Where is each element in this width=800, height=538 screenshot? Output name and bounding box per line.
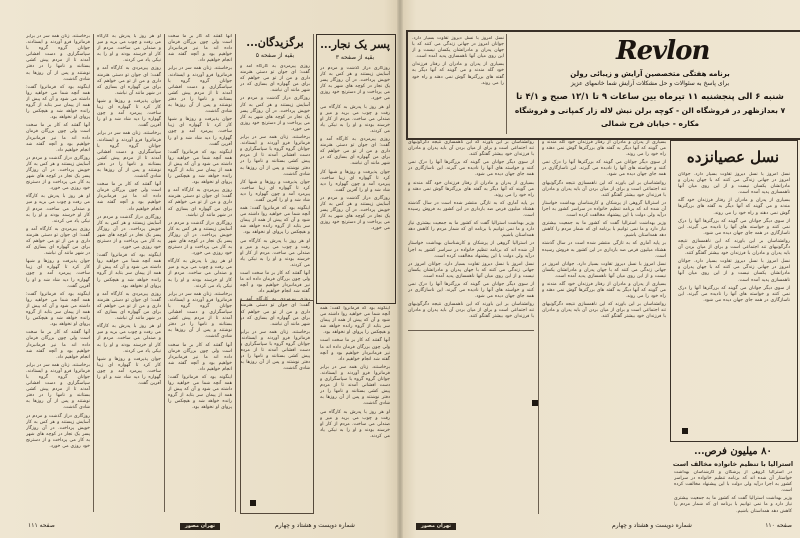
left-column-1 [26,34,90,512]
right-page [402,0,800,538]
paragraph: روزی پیرمردی به کارگاه آمد و گفت: ای جوان تو دستی هنرمند داری و من از تو می خواهم که برای من گهواره ای بسازی که در شهر مانند آن نباشد. [240,64,310,94]
paragraph: بر پایه آماری که به تازگی منتشر شده است در سال گذشته هشتاد میلیون قرص ضد بارداری در این کشور به فروش رسیده است. [408,200,534,219]
right-column-middle [542,140,666,514]
paragraph: از سوی دیگر جوانان می گویند که بزرگترها آنها را درک نمی کنند و خواسته های آنها را نادیده می گیرند. این ناسازگاری در همه جای جهان دیده می شود. [408,281,534,300]
paragraph: آنها گفتند که کار بر ما سخت است ولی چون بزرگان فرمان داده اند ما نیز فرمانبردار خواهیم بود و آنچه گفته شد انجام خواهیم داد. [168,342,232,372]
paragraph: اینگونه بود که فرمانروا گفت: همه آنچه شما می خواهید روا داشته می شود و آن که پیش از همه از پیمان سر بتابد از گروه رانده خواهد شد و هیچکس را پروای او نخواهد بود. [320,306,390,336]
paragraph: برخاستند. زنان همه سر در برابر فرمانروا فرو آوردند و ایستادند. جوانان گروه گروه با سپاسگزاری و دست افشانی آمدند تا از مردم پیش کشی بستانند و نامها را در دفتر نوشتند و پس از آن روزها به شادی گذشت. [240,329,310,372]
paragraph: روزی پیرمردی به کارگاه آمد و گفت: ای جوان تو دستی هنرمند داری و من از تو می خواهم که برای من گهواره ای بسازی که در شهر مانند آن نباشد. [320,137,390,167]
left-column-2 [97,34,161,512]
paragraph: در استرالیا گروهی از پزشکان و کارشناسان بهداشت خواستار آن شده اند که برنامه تنظیم خانواده در سراسر کشور به اجرا درآید ولی دولت با این پیشنهاد مخالفت کرده است. [408,241,534,259]
right-page-number: صفحه ۱۱۰ [765,522,792,529]
paragraph: نسل امروز با نسل دیروز تفاوت بسیار دارد. جوانان امروز در جهانی زندگی می کنند که با جهان پدران و مادرانشان یکسان نیست و از این روی میان آنها ناهمسازی پدید آمده است. [542,261,666,279]
paragraph: نسل امروز با نسل دیروز تفاوت بسیار دارد. جوانان امروز در جهانی زندگی می کنند که با جهان پدران و مادرانشان یکسان نیست و از این روی میان آنها ناهمسازی پدید آمده است. [678,172,790,196]
left-footer-logo: تهران مصور [180,523,220,530]
story-bottom-subtitle: استرالیا با تنظیم خانواده مخالف است [672,460,794,468]
paragraph: اینگونه بود که فرمانروا گفت: همه آنچه شما می خواهید روا داشته می شود و آن که پیش از همه از پیمان سر بتابد از گروه رانده خواهد شد و هیچکس را پروای او نخواهد بود. [168,374,232,411]
story-chosen-continued: بقیه از صفحه ۵ [255,52,295,59]
paragraph: او هر روز با پدرش به کارگاه می رفت و چوب می برید و میز و صندلی می ساخت. مردم از کار او خرسند بودند و او را به نیکی یاد می کردند. [320,409,390,439]
paragraph: جوان پذیرفت و روزها و شبها کار کرد تا گهواره ای زیبا ساخت. پیرمرد آمد و چون گهواره را دید شاد شد و او را آفرین گفت. [240,179,310,203]
revlon-logo: Revlon [616,36,710,66]
paragraph: برخاستند. زنان همه سر در برابر فرمانروا فرو آوردند و ایستادند. جوانان گروه گروه با سپاسگزاری و دست افشانی آمدند تا از مردم پیش کشی بستانند و نامها را در دفتر نوشتند و پس از آن روزها به شادی گذشت. [168,291,232,340]
paragraph: روزگاری دراز گذشت و مردم در آسایش زیستند و هر کس به کار خویش پرداخت. در آن روزگار پسر یک نجار در کوچه های شهر به کار می پرداخت و از دسترنج خود روزی می خورد. [240,96,310,132]
paragraph: بسیاری از پدران و مادران از رفتار فرزندان خود گله مندند و می گویند که آنها دیگر به گفته های بزرگترها گوش نمی دهند و راه خود را می روند. [542,140,666,158]
paragraph: آنها گفتند که کار بر ما سخت است ولی چون بزرگان فرمان داده اند ما نیز فرمانبردار خواهیم بود و آنچه گفته شد انجام خواهیم داد. [26,123,90,153]
paragraph: اینگونه بود که فرمانروا گفت: همه آنچه شما می خواهید روا داشته می شود و آن که پیش از همه از پیمان سر بتابد از گروه رانده خواهد شد و هیچکس را پروای او نخواهد بود. [240,206,310,236]
paragraph: آنها گفتند که کار بر ما سخت است ولی چون بزرگان فرمان داده اند ما نیز فرمانبردار خواهیم بود و آنچه گفته شد انجام خواهیم داد. [320,338,390,362]
paragraph: وزیر بهداشت استرالیا گفت که کشور ما به جمعیت بیشتری نیاز دارد و ما نمی توانیم با برنامه ای که شمار مردم را کاهش دهد همداستان باشیم. [674,496,792,514]
paragraph: از سوی دیگر جوانان می گویند که بزرگترها آنها را درک نمی کنند و خواسته های آنها را نادیده می گیرند. این ناسازگاری در همه جای جهان دیده می شود. [408,160,534,178]
paragraph: وزیر بهداشت استرالیا گفت که کشور ما به جمعیت بیشتری نیاز دارد و ما نمی توانیم با برنامه ای که شمار مردم را کاهش دهد همداستان باشیم. [408,221,534,239]
ad-line-3: شنبه ۶ الی پنجشنبه ۱۱ تیرماه بین ساعات ۹ تا ۱۲/۱ صبح و ۴/۱ تا [516,92,784,102]
paragraph: روانشناسان بر این باورند که این ناهمسازی نتیجه دگرگونیهای تند اجتماعی است و برای از میان بردن آن باید پدران و مادران با فرزندان خود بیشتر گفتگو کنند. [678,238,790,257]
paragraph: جوان پذیرفت و روزها و شبها کار کرد تا گهواره ای زیبا ساخت. پیرمرد آمد و چون گهواره را دید شاد شد و او را آفرین گفت. [168,117,232,147]
left-footer-issue: شماره دویست و هشتاد و چهارم [275,522,355,529]
story-gen-title: نسل عصیانزده [686,148,780,166]
column-divider [538,140,539,514]
left-column-5-bottom [320,306,390,512]
paragraph: او هر روز با پدرش به کارگاه می رفت و چوب می برید و میز و صندلی می ساخت. مردم از کار او خرسند بودند و او را به نیکی یاد می کردند. [97,324,161,354]
paragraph: روزگاری دراز گذشت و مردم در آسایش زیستند و هر کس به کار خویش پرداخت. در آن روزگار پسر یک نجار در کوچه های شهر به کار می پرداخت و از دسترنج خود روزی می خورد. [320,66,390,102]
paragraph: آنها گفتند که کار بر ما سخت است ولی چون بزرگان فرمان داده اند ما نیز فرمانبردار خواهیم بود و آنچه گفته شد انجام خواهیم داد. [26,330,90,360]
paragraph: روزی پیرمردی به کارگاه آمد و گفت: ای جوان تو دستی هنرمند داری و من از تو می خواهم که برای من گهواره ای بسازی که در شهر مانند آن نباشد. [26,226,90,257]
end-of-story-mark [532,400,538,406]
paragraph: روزگاری دراز گذشت و مردم در آسایش زیستند و هر کس به کار خویش پرداخت. در آن روزگار پسر یک نجار در کوچه های شهر به کار می پرداخت و از دسترنج خود روزی می خورد. [26,155,90,192]
left-page-number: صفحه ۱۱۱ [28,522,55,529]
paragraph: روانشناسان بر این باورند که این ناهمسازی نتیجه دگرگونیهای تند اجتماعی است و برای از میان بردن آن باید پدران و مادران با فرزندان خود بیشتر گفتگو کنند. [542,302,666,320]
column-divider [235,34,236,512]
paragraph: روزی پیرمردی به کارگاه آمد و گفت: ای جوان تو دستی هنرمند داری و من از تو می خواهم که برای من گهواره ای بسازی که در شهر مانند آن نباشد. [168,188,232,218]
end-of-story-mark [250,500,256,506]
right-footer-issue: شماره دویست و هشتاد و چهارم [612,522,692,529]
paragraph: از سوی دیگر جوانان می گویند که بزرگترها آنها را درک نمی کنند و خواسته های آنها را نادیده می گیرند. این ناسازگاری در همه جای جهان دیده می شود. [678,285,790,303]
right-column-gen [678,172,790,434]
paragraph: روزگاری دراز گذشت و مردم در آسایش زیستند و هر کس به کار خویش پرداخت. در آن روزگار پسر یک نجار در کوچه های شهر به کار می پرداخت و از دسترنج خود روزی می خورد. [168,220,232,257]
paragraph: روزی پیرمردی به کارگاه آمد و گفت: ای جوان تو دستی هنرمند داری و من از تو می خواهم که برای من گهواره ای بسازی که در شهر مانند آن نباشد. [97,291,161,322]
left-column-5-top [320,66,390,298]
paragraph: روانشناسان بر این باورند که این ناهمسازی نتیجه دگرگونیهای تند اجتماعی است و برای از میان بردن آن باید پدران و مادران با فرزندان خود بیشتر گفتگو کنند. [542,180,666,198]
paragraph: آنها گفتند که کار بر ما سخت است ولی چون بزرگان فرمان داده اند ما نیز فرمانبردار خواهیم بود و آنچه گفته شد انجام خواهیم داد. [240,271,310,295]
story-bottom-title: ۸۰ میلیون فرص... [694,446,772,457]
paragraph: روزی پیرمردی به کارگاه آمد و گفت: ای جوان تو دستی هنرمند داری و من از تو می خواهم که برای من گهواره ای بسازی که در شهر مانند آن نباشد. [97,66,161,96]
ad-line-2: برای پاسخ به سئوالات و حل مشکلات آرایش شما خانمهای عزیز [570,80,730,87]
paragraph: برخاستند. زنان همه سر در برابر فرمانروا فرو آوردند و ایستادند. جوانان گروه گروه با سپاسگزاری و دست افشانی آمدند تا از مردم پیش کشی بستانند و نامها را در دفتر نوشتند و پس از آن روزها به شادی گذشت. [168,66,232,115]
paragraph: جوان پذیرفت و روزها و شبها کار کرد تا گهواره ای زیبا ساخت. پیرمرد آمد و چون گهواره را دید شاد شد و او را آفرین گفت. [97,356,161,387]
paragraph: اینگونه بود که فرمانروا گفت: همه آنچه شما می خواهید روا داشته می شود و آن که پیش از همه از پیمان سر بتابد از گروه رانده خواهد شد و هیچکس را پروای او نخواهد بود. [97,253,161,289]
paragraph: در استرالیا گروهی از پزشکان و کارشناسان بهداشت خواستار آن شده اند که برنامه تنظیم خانواده در سراسر کشور به اجرا درآید ولی دولت با این پیشنهاد مخالفت کرده است. [674,470,792,494]
paragraph: نسل امروز با نسل دیروز تفاوت بسیار دارد. جوانان امروز در جهانی زندگی می کنند که با جهان پدران و مادرانشان یکسان نیست و از این روی میان آنها ناهمسازی پدید آمده است. [678,259,790,283]
end-of-story-mark [682,428,688,434]
right-column-left [408,140,534,514]
paragraph: برخاستند. زنان همه سر در برابر فرمانروا فرو آوردند و ایستادند. جوانان گروه گروه با سپاسگزاری و دست افشانی آمدند تا از مردم پیش کشی بستانند و نامها را در دفتر نوشتند و پس از آن روزها به شادی گذشت. [26,34,90,82]
ad-line-5: مکاره - خیابان فرح شمالی [600,119,700,128]
right-column-bottom [674,470,792,514]
paragraph: جوان پذیرفت و روزها و شبها کار کرد تا گهواره ای زیبا ساخت. پیرمرد آمد و چون گهواره را دید شاد شد و او را آفرین گفت. [97,98,161,129]
left-column-3 [168,34,232,512]
paragraph: اینگونه بود که فرمانروا گفت: همه آنچه شما می خواهید روا داشته می شود و آن که پیش از همه از پیمان سر بتابد از گروه رانده خواهد شد و هیچکس را پروای او نخواهد بود. [168,149,232,186]
paragraph: بسیاری از پدران و مادران از رفتار فرزندان خود گله مندند و می گویند که آنها دیگر به گفته های بزرگترها گوش نمی دهند و راه خود را می روند. [408,180,534,198]
paragraph: از سوی دیگر جوانان می گویند که بزرگترها آنها را درک نمی کنند و خواسته های آنها را نادیده می گیرند. این ناسازگاری در همه جای جهان دیده می شود. [678,218,790,236]
ad-divider [506,34,507,134]
story-chosen-box [240,300,314,514]
paragraph: روزگاری دراز گذشت و مردم در آسایش زیستند و هر کس به کار خویش پرداخت. در آن روزگار پسر یک نجار در کوچه های شهر به کار می پرداخت و از دسترنج خود روزی می خورد. [97,214,161,251]
paragraph: بسیاری از پدران و مادران از رفتار فرزندان خود گله مندند و می گویند که آنها دیگر به گفته های بزرگترها گوش نمی دهند و راه خود را می روند. [412,62,504,86]
column-divider [164,34,165,512]
paragraph: نسل امروز با نسل دیروز تفاوت بسیار دارد. جوانان امروز در جهانی زندگی می کنند که با جهان پدران و مادرانشان یکسان نیست و از این روی میان آنها ناهمسازی پدید آمده است. [412,36,504,60]
paragraph: جوان پذیرفت و روزها و شبها کار کرد تا گهواره ای زیبا ساخت. پیرمرد آمد و چون گهواره را دید شاد شد و او را آفرین گفت. [320,169,390,193]
paragraph: اینگونه بود که فرمانروا گفت: همه آنچه شما می خواهید روا داشته می شود و آن که پیش از همه از پیمان سر بتابد از گروه رانده خواهد شد و هیچکس را پروای او نخواهد بود. [26,84,90,121]
paragraph: در استرالیا گروهی از پزشکان و کارشناسان بهداشت خواستار آن شده اند که برنامه تنظیم خانواده در سراسر کشور به اجرا درآید ولی دولت با این پیشنهاد مخالفت کرده است. [542,200,666,219]
column-divider [93,34,94,512]
paragraph: روانشناسان بر این باورند که این ناهمسازی نتیجه دگرگونیهای تند اجتماعی است و برای از میان بردن آن باید پدران و مادران با فرزندان خود بیشتر گفتگو کنند. [408,302,534,320]
paragraph: از سوی دیگر جوانان می گویند که بزرگترها آنها را درک نمی کنند و خواسته های آنها را نادیده می گیرند. این ناسازگاری در همه جای جهان دیده می شود. [542,160,666,178]
section-divider [408,330,534,331]
paragraph: او هر روز با پدرش به کارگاه می رفت و چوب می برید و میز و صندلی می ساخت. مردم از کار او خرسند بودند و او را به نیکی یاد می کردند. [97,34,161,64]
paragraph: بسیاری از پدران و مادران از رفتار فرزندان خود گله مندند و می گویند که آنها دیگر به گفته های بزرگترها گوش نمی دهند و راه خود را می روند. [542,281,666,300]
paragraph: برخاستند. زنان همه سر در برابر فرمانروا فرو آوردند و ایستادند. جوانان گروه گروه با سپاسگزاری و دست افشانی آمدند تا از مردم پیش کشی بستانند و نامها را در دفتر نوشتند و پس از آن روزها به شادی گذشت. [26,362,90,411]
paragraph: نسل امروز با نسل دیروز تفاوت بسیار دارد. جوانان امروز در جهانی زندگی می کنند که با جهان پدران و مادرانشان یکسان نیست و از این روی میان آنها ناهمسازی پدید آمده است. [408,261,534,279]
paragraph: وزیر بهداشت استرالیا گفت که کشور ما به جمعیت بیشتری نیاز دارد و ما نمی توانیم با برنامه ای که شمار مردم را کاهش دهد همداستان باشیم. [542,221,666,239]
paragraph: اینگونه بود که فرمانروا گفت: همه آنچه شما می خواهید روا داشته می شود و آن که پیش از همه از پیمان سر بتابد از گروه رانده خواهد شد و هیچکس را پروای او نخواهد بود. [26,291,90,328]
paragraph: برخاستند. زنان همه سر در برابر فرمانروا فرو آوردند و ایستادند. جوانان گروه گروه با سپاسگزاری و دست افشانی آمدند تا از مردم پیش کشی بستانند و نامها را در دفتر نوشتند و پس از آن روزها به شادی گذشت. [97,131,161,180]
ad-line-4: ۷ بعدازظهر در فروشگاه الن - کوچه برلن نبش لاله زار کمپانی و فروشگاه [514,106,786,115]
paragraph: روزگاری دراز گذشت و مردم در آسایش زیستند و هر کس به کار خویش پرداخت. در آن روزگار پسر یک نجار در کوچه های شهر به کار می پرداخت و از دسترنج خود روزی می خورد. [320,195,390,232]
paragraph: روانشناسان بر این باورند که این ناهمسازی نتیجه دگرگونیهای تند اجتماعی است و برای از میان بردن آن باید پدران و مادران با فرزندان خود بیشتر گفتگو کنند. [408,140,534,158]
ad-side-text [412,36,504,132]
paragraph: آنها گفتند که کار بر ما سخت است ولی چون بزرگان فرمان داده اند ما نیز فرمانبردار خواهیم بود و آنچه گفته شد انجام خواهیم داد. [168,34,232,64]
paragraph: برخاستند. زنان همه سر در برابر فرمانروا فرو آوردند و ایستادند. جوانان گروه گروه با سپاسگزاری و دست افشانی آمدند تا از مردم پیش کشی بستانند و نامها را در دفتر نوشتند و پس از آن روزها به شادی گذشت. [320,364,390,407]
ad-line-1: برنامه هفتگی متخصصین آرایش و زیبائی رولن [570,70,730,78]
paragraph: او هر روز با پدرش به کارگاه می رفت و چوب می برید و میز و صندلی می ساخت. مردم از کار او خرسند بودند و او را به نیکی یاد می کردند. [240,238,310,268]
paragraph: او هر روز با پدرش به کارگاه می رفت و چوب می برید و میز و صندلی می ساخت. مردم از کار او خرسند بودند و او را به نیکی یاد می کردند. [320,104,390,134]
paragraph: روزگاری دراز گذشت و مردم در آسایش زیستند و هر کس به کار خویش پرداخت. در آن روزگار پسر یک نجار در کوچه های شهر به کار می پرداخت و از دسترنج خود روزی می خورد. [26,413,90,449]
paragraph: او هر روز با پدرش به کارگاه می رفت و چوب می برید و میز و صندلی می ساخت. مردم از کار او خرسند بودند و او را به نیکی یاد می کردند. [168,259,232,289]
paragraph: او هر روز با پدرش به کارگاه می رفت و چوب می برید و میز و صندلی می ساخت. مردم از کار او خرسند بودند و او را به نیکی یاد می کردند. [26,194,90,224]
paragraph: بر پایه آماری که به تازگی منتشر شده است در سال گذشته هشتاد میلیون قرص ضد بارداری در این کشور به فروش رسیده است. [542,241,666,259]
story-son-continued: بقیه از صفحه ۳ [335,54,375,61]
right-footer-logo: تهران مصور [416,523,456,530]
story-son-title: پسر یک نجار... [320,38,390,51]
paragraph: برخاستند. زنان همه سر در برابر فرمانروا فرو آوردند و ایستادند. جوانان گروه گروه با سپاسگزاری و دست افشانی آمدند تا از مردم پیش کشی بستانند و نامها را در دفتر نوشتند و پس از آن روزها به شادی گذشت. [240,135,310,177]
story-chosen-title: برگزیدگان... [246,36,304,49]
paragraph: آنها گفتند که کار بر ما سخت است ولی چون بزرگان فرمان داده اند ما نیز فرمانبردار خواهیم بود و آنچه گفته شد انجام خواهیم داد. [97,182,161,212]
paragraph: بسیاری از پدران و مادران از رفتار فرزندان خود گله مندند و می گویند که آنها دیگر به گفته های بزرگترها گوش نمی دهند و راه خود را می روند. [678,198,790,216]
paragraph: روزی پیرمردی به کارگاه آمد و گفت: ای جوان تو دستی هنرمند داری و من از تو می خواهم که برای من گهواره ای بسازی که در شهر مانند آن نباشد. [240,297,310,327]
paragraph: جوان پذیرفت و روزها و شبها کار کرد تا گهواره ای زیبا ساخت. پیرمرد آمد و چون گهواره را دید شاد شد و او را آفرین گفت. [26,259,90,289]
